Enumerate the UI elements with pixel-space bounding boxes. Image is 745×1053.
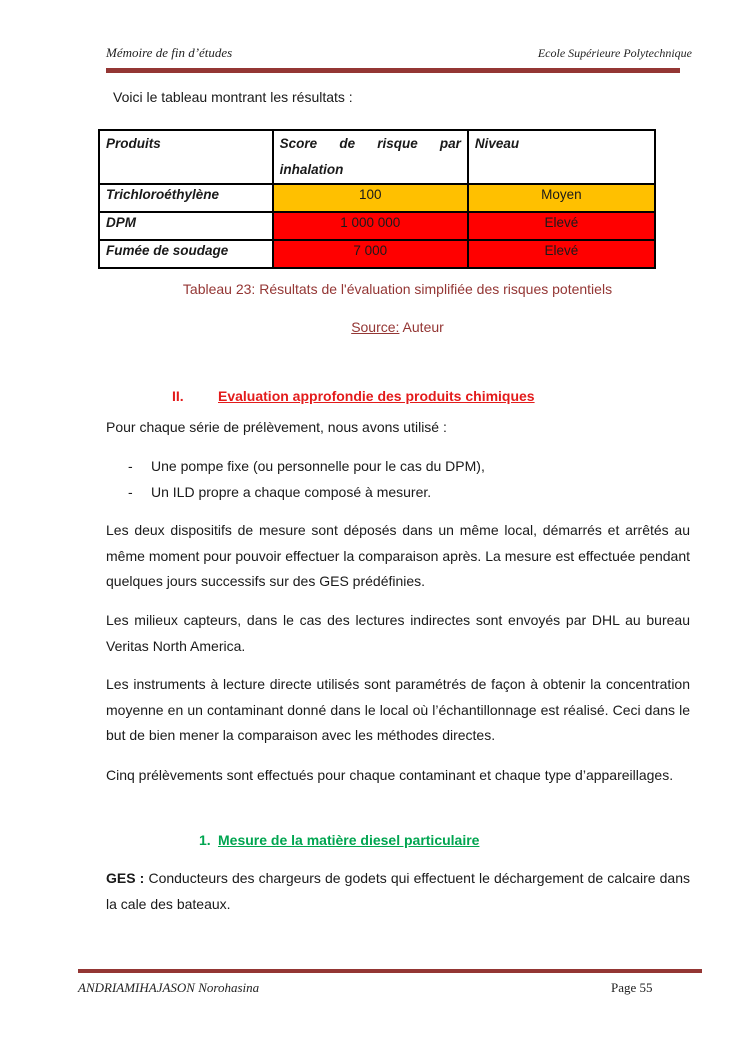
header-score-line1: Score de risque par: [279, 136, 461, 151]
bullet-marker: -: [128, 458, 133, 474]
cell-score: 7 000: [273, 240, 468, 268]
cell-produit: Fumée de soudage: [99, 240, 273, 268]
paragraph-4: Les instruments à lecture directe utilisés sont paramétrés de façon à obtenir la concentration moyenne en un contaminant donné dans le local où l’échantillonnage est réalisé. Ceci dans le but de bien mener la comparaison avec les méthodes directes.: [106, 676, 690, 744]
cell-niveau: Elevé: [468, 212, 655, 240]
ges-text: Conducteurs des chargeurs de godets qui effectuent le déchargement de calcaire dans la cale des bateaux.: [106, 870, 690, 912]
table-row: [99, 184, 655, 212]
results-table: [98, 129, 656, 269]
header-right: Ecole Supérieure Polytechnique: [537, 46, 692, 60]
cell-niveau: Elevé: [468, 240, 655, 268]
table-row: [99, 212, 655, 240]
header-score-line2: inhalation: [279, 162, 344, 177]
subsection-title: Mesure de la matière diesel particulaire: [218, 832, 480, 848]
table-header-row: [99, 130, 655, 184]
paragraph-3: Les milieux capteurs, dans le cas des lectures indirectes sont envoyés par DHL au bureau Veritas North America.: [106, 612, 690, 654]
cell-score: 100: [273, 184, 468, 212]
paragraph-6: [106, 866, 690, 917]
source-label: Source:: [351, 319, 400, 335]
cell-produit: Trichloroéthylène: [99, 184, 273, 212]
list-item: Un ILD propre a chaque composé à mesurer.: [151, 484, 432, 500]
section-number: II.: [172, 388, 184, 404]
cell-score: 1 000 000: [273, 212, 468, 240]
list-item: Une pompe fixe (ou personnelle pour le cas du DPM),: [151, 458, 485, 474]
paragraph-5: Cinq prélèvements sont effectués pour chaque contaminant et chaque type d’appareillages.: [106, 767, 674, 783]
table-row: [99, 240, 655, 268]
cell-niveau: Moyen: [468, 184, 655, 212]
header-niveau: Niveau: [468, 130, 655, 184]
intro-text: Voici le tableau montrant les résultats :: [113, 89, 353, 105]
cell-produit: DPM: [99, 212, 273, 240]
subsection-number: 1.: [199, 832, 211, 848]
paragraph-1: Pour chaque série de prélèvement, nous avons utilisé :: [106, 419, 447, 435]
source-value: Auteur: [399, 319, 444, 335]
ges-label: GES :: [106, 870, 145, 886]
paragraph-2: Les deux dispositifs de mesure sont déposés dans un même local, démarrés et arrêtés au même moment pour pouvoir effectuer la comparaison après. La mesure est effectuée pendant quelques jours successifs sur des GES prédéfinies.: [106, 522, 690, 590]
footer-rule: [78, 969, 702, 973]
footer-author: ANDRIAMIHAJASON Norohasina: [78, 980, 260, 995]
header-rule: [106, 68, 680, 73]
header-left: Mémoire de fin d’études: [106, 45, 233, 60]
page-number: Page 55: [611, 980, 653, 995]
header-produits: Produits: [99, 130, 273, 184]
bullet-marker: -: [128, 484, 133, 500]
table-source: [0, 319, 745, 335]
header-score: [273, 130, 468, 184]
section-title: Evaluation approfondie des produits chimiques: [218, 388, 535, 404]
table-caption: Tableau 23: Résultats de l'évaluation simplifiée des risques potentiels: [182, 281, 613, 297]
